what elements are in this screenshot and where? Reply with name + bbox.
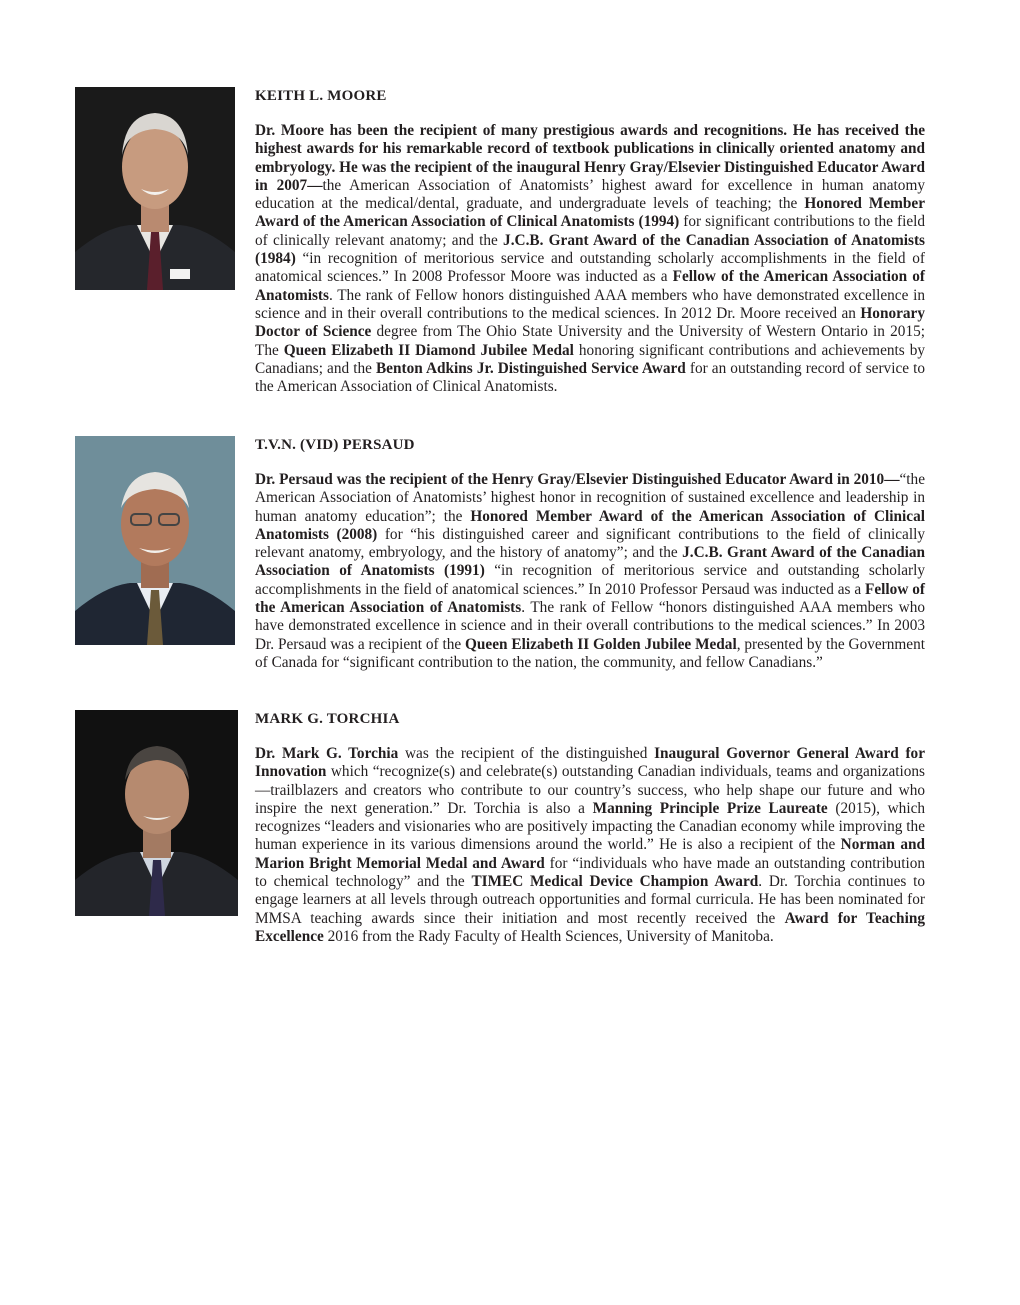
bio-bold-segment: Fellow of the American Association of Anatomists	[255, 580, 925, 617]
portrait-photo	[75, 87, 235, 290]
bio-bold-segment: Norman and Marion Bright Memorial Medal and Award	[255, 836, 925, 872]
bio-text	[255, 710, 925, 946]
person-name: KEITH L. MOORE	[255, 88, 387, 104]
bio-text-segment: , presented by the Government of Canada for “significant contribution to the nation, the community, and fellow Canadians.”	[255, 635, 925, 671]
bio-bold-segment: Honored Member Award of the American Association of Clinical Anatomists (2008)	[255, 507, 925, 543]
portrait-photo	[75, 436, 235, 645]
bio-bold-segment: Inaugural Governor General Award for Innovation	[255, 745, 925, 781]
bio-text-segment: . The rank of Fellow “honors distinguished AAA members who have demonstrated excellence in science and in their overall contributions to the medical sciences.” In 2003 Dr. Persaud was a recipient of the	[255, 599, 925, 653]
bio-text-segment: honoring significant contributions and achievements by Canadians; and the	[255, 341, 926, 377]
bio-text	[255, 87, 925, 396]
bio-paragraph	[255, 122, 925, 396]
bio-paragraph	[255, 471, 925, 672]
bio-bold-segment: Award for Teaching Excellence	[255, 909, 925, 945]
bio-text-segment: 2016 from the Rady Faculty of Health Sciences, University of Manitoba.	[323, 927, 774, 945]
bio-text-segment: was the recipient of the distinguished	[398, 745, 655, 762]
bio-bold-segment: Dr. Persaud was the recipient of the Henry Gray/Elsevier Distinguished Educator Award in 2010—	[255, 471, 900, 488]
bio-text-segment: degree from The Ohio State University and the University of Western Ontario in 2015; The	[255, 323, 925, 359]
bio-text-segment: “in recognition of meritorious service and outstanding scholarly accomplishments in the field of anatomical sciences.” In 2008 Professor Moore was inducted as a	[255, 250, 925, 286]
bio-bold-segment: Dr. Mark G. Torchia	[255, 745, 399, 762]
bio-text-segment: . Dr. Torchia continues to engage learners at all levels through outreach opportunities and formal curricula. He has been nominated for MMSA teaching awards since their initiation and most recently received the	[255, 873, 925, 927]
bio-paragraph	[255, 745, 925, 946]
bio-vid-persaud	[75, 436, 925, 694]
bio-text-segment: (2015), which recognizes “leaders and visionaries who are positively impacting the Canadian economy while improving the human experience in its various dimensions around the world.” He is also a recipient of the	[255, 799, 926, 854]
bio-bold-segment: Benton Adkins Jr. Distinguished Service Award	[375, 359, 686, 377]
bio-bold-segment: J.C.B. Grant Award of the Canadian Association of Anatomists (1984)	[255, 231, 925, 268]
bio-text-segment: for “his distinguished career and significant contributions to the field of clinically relevant anatomy, embryology, and the history of anatomy”; and the	[255, 525, 925, 562]
bio-bold-segment: Manning Principle Prize Laureate	[592, 799, 828, 817]
bio-bold-segment: Dr. Moore has been the recipient of many prestigious awards and recognitions. He has received the highest awards for his remarkable record of textbook publications in clinically oriented anatomy and embryology. He was the recipient of the inaugural Henry Gray/Elsevier Distinguished Educator Award in 2007—	[255, 122, 925, 194]
bio-bold-segment: Honorary Doctor of Science	[255, 304, 925, 341]
bio-bold-segment: Queen Elizabeth II Golden Jubilee Medal	[465, 635, 737, 653]
bio-bold-segment: J.C.B. Grant Award of the Canadian Association of Anatomists (1991)	[255, 544, 925, 580]
portrait-photo	[75, 710, 238, 916]
bio-keith-moore	[75, 87, 925, 417]
bio-text-segment: which “recognize(s) and celebrate(s) outstanding Canadian individuals, teams and organizations—trailblazers and creators who contribute to our country’s success, who help shape our future and who inspire the next generation.” Dr. Torchia is also a	[255, 763, 925, 817]
person-name: T.V.N. (VID) PERSAUD	[255, 437, 415, 453]
bio-bold-segment: Fellow of the American Association of Anatomists	[255, 268, 925, 304]
bio-bold-segment: TIMEC Medical Device Champion Award	[471, 873, 759, 891]
bio-text-segment: the American Association of Anatomists’ highest award for excellence in human anatomy education at the medical/dental, graduate, and undergraduate levels of teaching; the	[255, 176, 925, 213]
bio-text-segment: for “individuals who have made an outstanding contribution to chemical technology” and the	[255, 854, 925, 891]
bio-text-segment: “in recognition of meritorious service and outstanding scholarly accomplishments in the field of anatomical sciences.” In 2010 Professor Persaud was inducted as a	[255, 562, 925, 598]
bio-mark-torchia	[75, 710, 925, 970]
bio-bold-segment: Queen Elizabeth II Diamond Jubilee Medal	[283, 341, 574, 359]
bio-text-segment: . The rank of Fellow honors distinguished AAA members who have demonstrated excellence in science and in their overall contributions to the medical sciences. In 2012 Dr. Moore received an	[255, 286, 925, 322]
bio-text-segment: for significant contributions to the field of clinically relevant anatomy; and the	[255, 213, 926, 249]
bio-bold-segment: Honored Member Award of the American Association of Clinical Anatomists (1994)	[255, 195, 925, 231]
bio-text-segment: “the American Association of Anatomists’ highest honor in recognition of sustained excellence and leadership in human anatomy education”; the	[255, 471, 925, 525]
bio-text-segment: for an outstanding record of service to the American Association of Clinical Anatomists.	[255, 359, 926, 396]
person-name: MARK G. TORCHIA	[255, 711, 400, 727]
bio-text	[255, 436, 925, 672]
